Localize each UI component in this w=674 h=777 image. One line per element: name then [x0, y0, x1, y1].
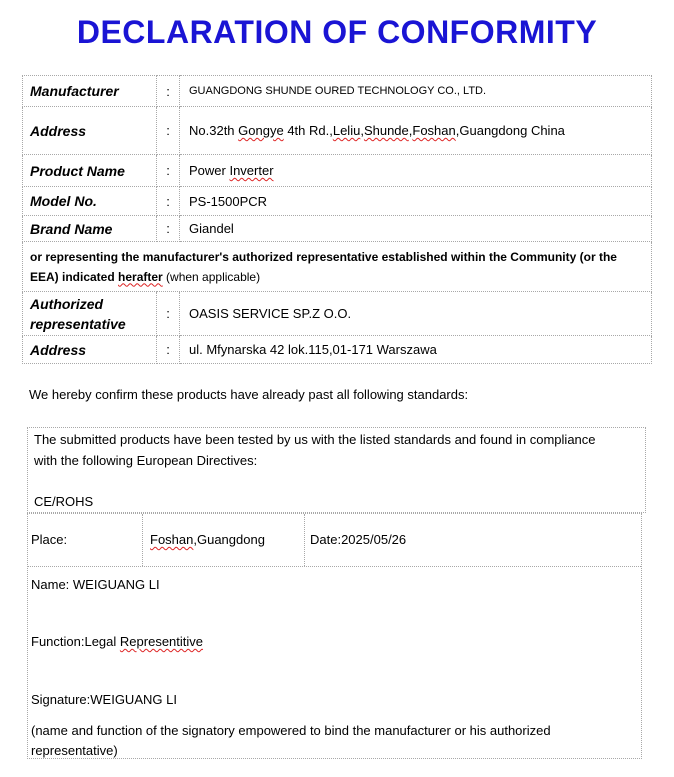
signatory-note — [31, 721, 551, 761]
note-line: (name and function of the signatory empowered to bind the manufacturer or his authorized — [31, 723, 551, 738]
colon: : — [157, 336, 180, 364]
standards-text: CE/ROHS — [34, 494, 94, 509]
authorized-rep-label — [23, 292, 157, 336]
table-row — [23, 107, 652, 155]
place-label: Place: — [31, 532, 68, 547]
signature-line: Signature:WEIGUANG LI — [31, 692, 177, 707]
colon: : — [157, 107, 180, 155]
table-row — [23, 155, 652, 187]
function-part: Function:Legal — [31, 634, 120, 649]
confirm-statement: We hereby confirm these products have already past all following standards: — [29, 387, 469, 402]
divider — [304, 514, 305, 566]
colon: : — [157, 292, 180, 336]
note-line: representative) — [31, 743, 118, 758]
document-title: DECLARATION OF CONFORMITY — [76, 14, 598, 50]
table-row — [23, 187, 652, 216]
label-line: Authorized — [30, 295, 104, 312]
product-name-label: Product Name — [23, 155, 157, 187]
table-row — [23, 292, 652, 336]
model-no-label: Model No. — [23, 187, 157, 216]
colon: : — [157, 187, 180, 216]
colon: : — [157, 155, 180, 187]
directives-line: The submitted products have been tested by us with the listed standards and found in compliance — [34, 432, 596, 447]
table-row — [23, 242, 652, 292]
manufacturer-info-table — [22, 75, 652, 364]
place-part: Foshan — [150, 532, 194, 547]
label-line: representative — [30, 315, 126, 332]
model-no-value: PS-1500PCR — [180, 187, 652, 216]
signatory-name: Name: WEIGUANG LI — [31, 577, 160, 592]
product-name-part: Inverter — [229, 163, 274, 178]
address-part: ,Guangdong China — [455, 123, 565, 138]
address-label: Address — [23, 107, 157, 155]
product-name-part: Power — [189, 163, 230, 178]
rep-address-label: Address — [23, 336, 157, 364]
date-text: Date:2025/05/26 — [310, 532, 407, 547]
table-row — [23, 336, 652, 364]
signatory-box — [27, 513, 642, 759]
divider — [142, 514, 143, 566]
address-value — [180, 107, 652, 155]
signatory-function — [31, 634, 203, 649]
brand-name-label: Brand Name — [23, 216, 157, 242]
brand-name-value: Giandel — [180, 216, 652, 242]
address-part: , — [360, 123, 364, 138]
note-part: herafter — [118, 269, 163, 284]
manufacturer-label: Manufacturer — [23, 76, 157, 107]
function-part: Representitive — [119, 634, 204, 649]
place-value — [150, 514, 265, 566]
table-row — [23, 216, 652, 242]
authorized-rep-value: OASIS SERVICE SP.Z O.O. — [180, 292, 652, 336]
address-part: Gongye — [238, 123, 284, 138]
address-part: 4th Rd., — [283, 123, 333, 138]
address-part: Leliu — [332, 123, 361, 138]
colon: : — [157, 216, 180, 242]
note-part: (when applicable) — [162, 269, 261, 284]
directives-box — [27, 427, 646, 513]
place-date-row — [28, 514, 641, 567]
manufacturer-value: GUANGDONG SHUNDE OURED TECHNOLOGY CO., LTD. — [180, 76, 652, 107]
address-part: Foshan — [412, 123, 456, 138]
table-row — [23, 76, 652, 107]
representative-note — [23, 242, 652, 292]
address-part: Shunde — [363, 123, 409, 138]
rep-address-value: ul. Mfynarska 42 lok.115,01-171 Warszawa — [180, 336, 652, 364]
colon: : — [157, 76, 180, 107]
directives-line: with the following European Directives: — [34, 453, 258, 468]
address-part: , — [408, 123, 413, 138]
address-part: No.32th — [189, 123, 239, 138]
product-name-value — [180, 155, 652, 187]
note-part: or representing the manufacturer's authorized representative established within the Community (or the EEA) indicated — [30, 249, 617, 284]
place-part: ,Guangdong — [193, 532, 265, 547]
